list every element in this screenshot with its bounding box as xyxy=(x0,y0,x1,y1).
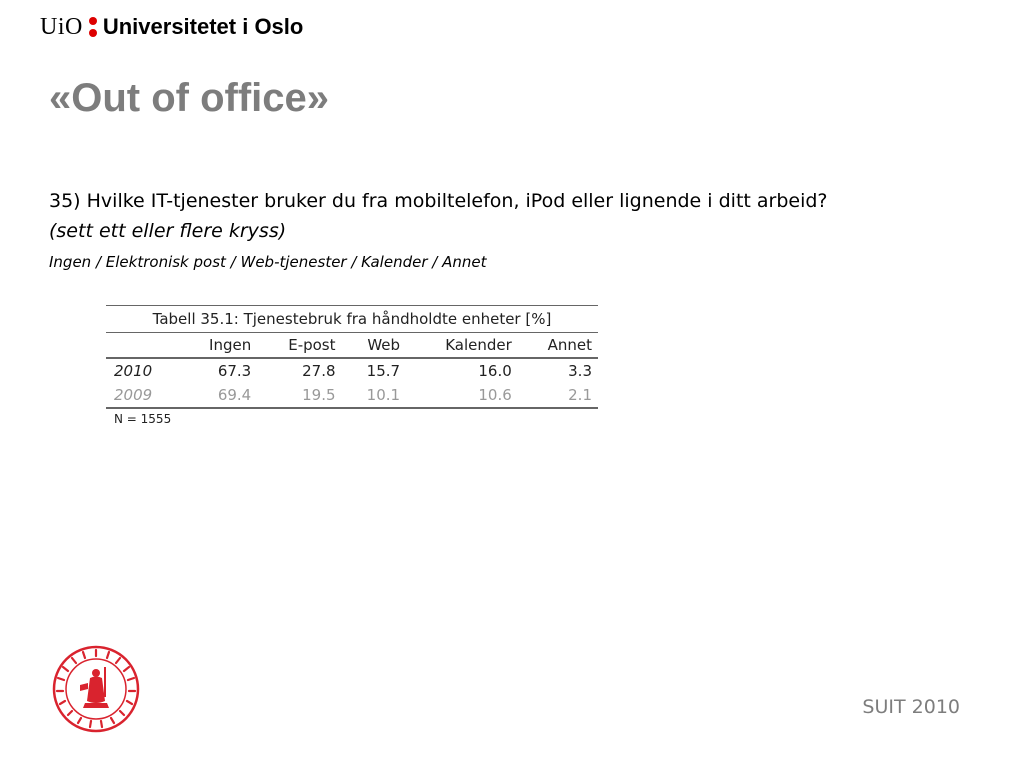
row-year: 2010 xyxy=(114,362,153,380)
table-cell: 27.8 xyxy=(302,362,336,380)
table-cell: 10.6 xyxy=(478,386,512,404)
table-row xyxy=(106,383,598,408)
question-text: 35) Hvilke IT-tjenester bruker du fra mobiltelefon, iPod eller lignende i ditt arbeid? xyxy=(49,190,828,212)
table-cell: 69.4 xyxy=(217,386,252,404)
table-note: N = 1555 xyxy=(114,412,172,426)
table-cell: 2.1 xyxy=(568,386,592,404)
table-header-cell: Web xyxy=(367,336,401,354)
logo-short: UiO xyxy=(40,13,83,40)
row-year: 2009 xyxy=(114,386,153,404)
answer-options: Ingen / Elektronisk post / Web-tjenester / Kalender / Annet xyxy=(49,253,487,271)
table-cell: 19.5 xyxy=(302,386,336,404)
slide-title: «Out of office» xyxy=(49,76,330,120)
table-caption: Tabell 35.1: Tjenestebruk fra håndholdte enheter [%] xyxy=(106,305,598,333)
logo-name: Universitetet i Oslo xyxy=(102,14,304,39)
table-header-row xyxy=(106,333,598,358)
table-header-cell: Annet xyxy=(547,336,592,354)
question-block xyxy=(49,186,828,246)
table-header-cell: Ingen xyxy=(209,336,252,354)
table-cell: 67.3 xyxy=(217,362,252,380)
table-header-cell: Kalender xyxy=(445,336,512,354)
table-row xyxy=(106,358,598,383)
table-cell: 16.0 xyxy=(478,362,512,380)
question-instruction: (sett ett eller flere kryss) xyxy=(49,220,287,242)
table-cell: 3.3 xyxy=(568,362,592,380)
table-header-cell xyxy=(106,333,180,358)
table-cell: 10.1 xyxy=(366,386,401,404)
table-cell: 15.7 xyxy=(366,362,401,380)
university-seal-icon xyxy=(52,645,140,733)
results-table xyxy=(106,305,598,426)
table-header-cell: E-post xyxy=(288,336,336,354)
uio-logo xyxy=(40,12,303,42)
footer-label: SUIT 2010 xyxy=(862,696,960,718)
logo-colon-icon xyxy=(89,15,97,39)
